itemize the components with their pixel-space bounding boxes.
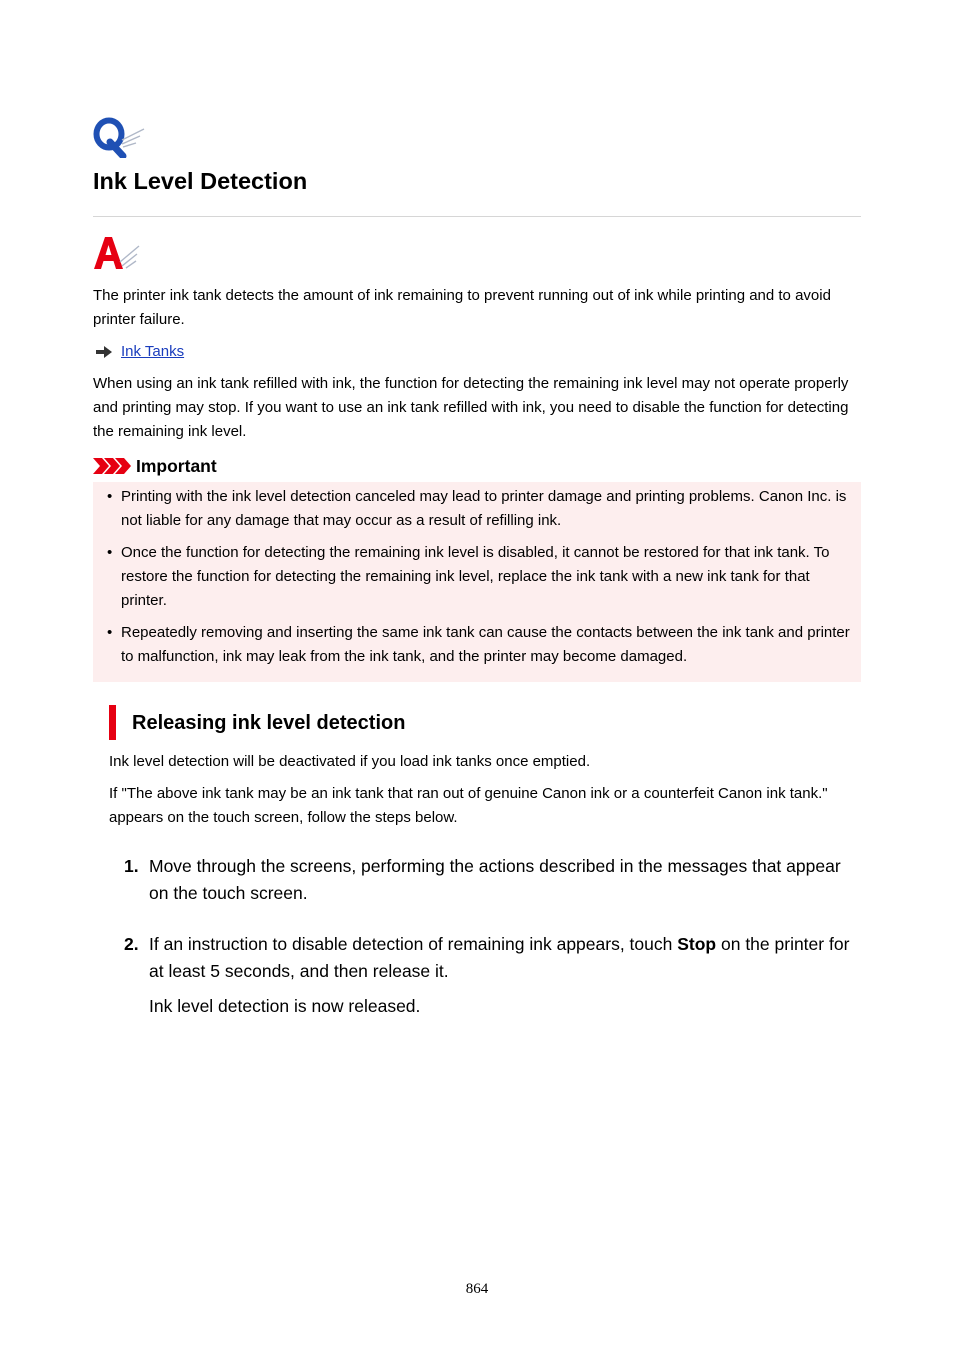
refill-note-paragraph: When using an ink tank refilled with ink, the function for detecting the remaining ink level may not operate properly and printing may stop. If you want to use an ink tank refilled with ink, you need to disable the function for detecting the remaining ink level. bbox=[93, 375, 849, 440]
arrow-right-icon bbox=[96, 346, 112, 358]
ink-tanks-link[interactable]: Ink Tanks bbox=[121, 343, 185, 360]
page-number: 864 bbox=[465, 1281, 489, 1297]
answer-icon bbox=[92, 234, 142, 272]
step-number: 1. bbox=[124, 856, 139, 876]
important-chevrons-icon bbox=[93, 457, 132, 475]
title-divider bbox=[93, 216, 861, 217]
section-paragraph-2: If "The above ink tank may be an ink tank that ran out of genuine Canon ink or a counterfeit Canon ink tank." appears on the touch screen, follow the steps below. bbox=[109, 785, 828, 826]
section-heading: Releasing ink level detection bbox=[132, 712, 406, 734]
ink-tanks-reference bbox=[96, 341, 184, 363]
section-paragraph-1: Ink level detection will be deactivated if you load ink tanks once emptied. bbox=[109, 753, 591, 770]
important-label: Important bbox=[136, 455, 217, 476]
step-result: Ink level detection is now released. bbox=[149, 996, 421, 1016]
important-item: • Printing with the ink level detection canceled may lead to printer damage and printing problems. Canon Inc. is not liable for any damage that may occur as a result of refilling ink. bbox=[93, 485, 861, 533]
important-heading bbox=[93, 454, 217, 478]
question-icon bbox=[92, 116, 148, 158]
step-text-after: on the printer for at least 5 seconds, and then release it. bbox=[149, 934, 850, 981]
step-2 bbox=[124, 931, 864, 985]
step-number: 2. bbox=[124, 934, 139, 954]
step-text: Move through the screens, performing the actions described in the messages that appear on the touch screen. bbox=[149, 856, 841, 903]
important-item: • Once the function for detecting the remaining ink level is disabled, it cannot be restored for that ink tank. To restore the function for detecting the remaining ink level, replace the ink tank with a new ink tank for that printer. bbox=[93, 541, 861, 613]
intro-paragraph: The printer ink tank detects the amount of ink remaining to prevent running out of ink while printing and to avoid printer failure. bbox=[93, 287, 831, 328]
step-1 bbox=[124, 853, 864, 907]
important-box bbox=[93, 482, 861, 682]
important-item: • Repeatedly removing and inserting the same ink tank can cause the contacts between the ink tank and printer to malfunction, ink may leak from the ink tank, and the printer may become damaged. bbox=[93, 621, 861, 669]
step-text-before: If an instruction to disable detection of remaining ink appears, touch bbox=[149, 934, 678, 954]
step-text bbox=[149, 931, 864, 985]
stop-button-label: Stop bbox=[677, 934, 717, 954]
page-title: Ink Level Detection bbox=[93, 168, 308, 194]
section-accent-bar bbox=[109, 705, 116, 740]
